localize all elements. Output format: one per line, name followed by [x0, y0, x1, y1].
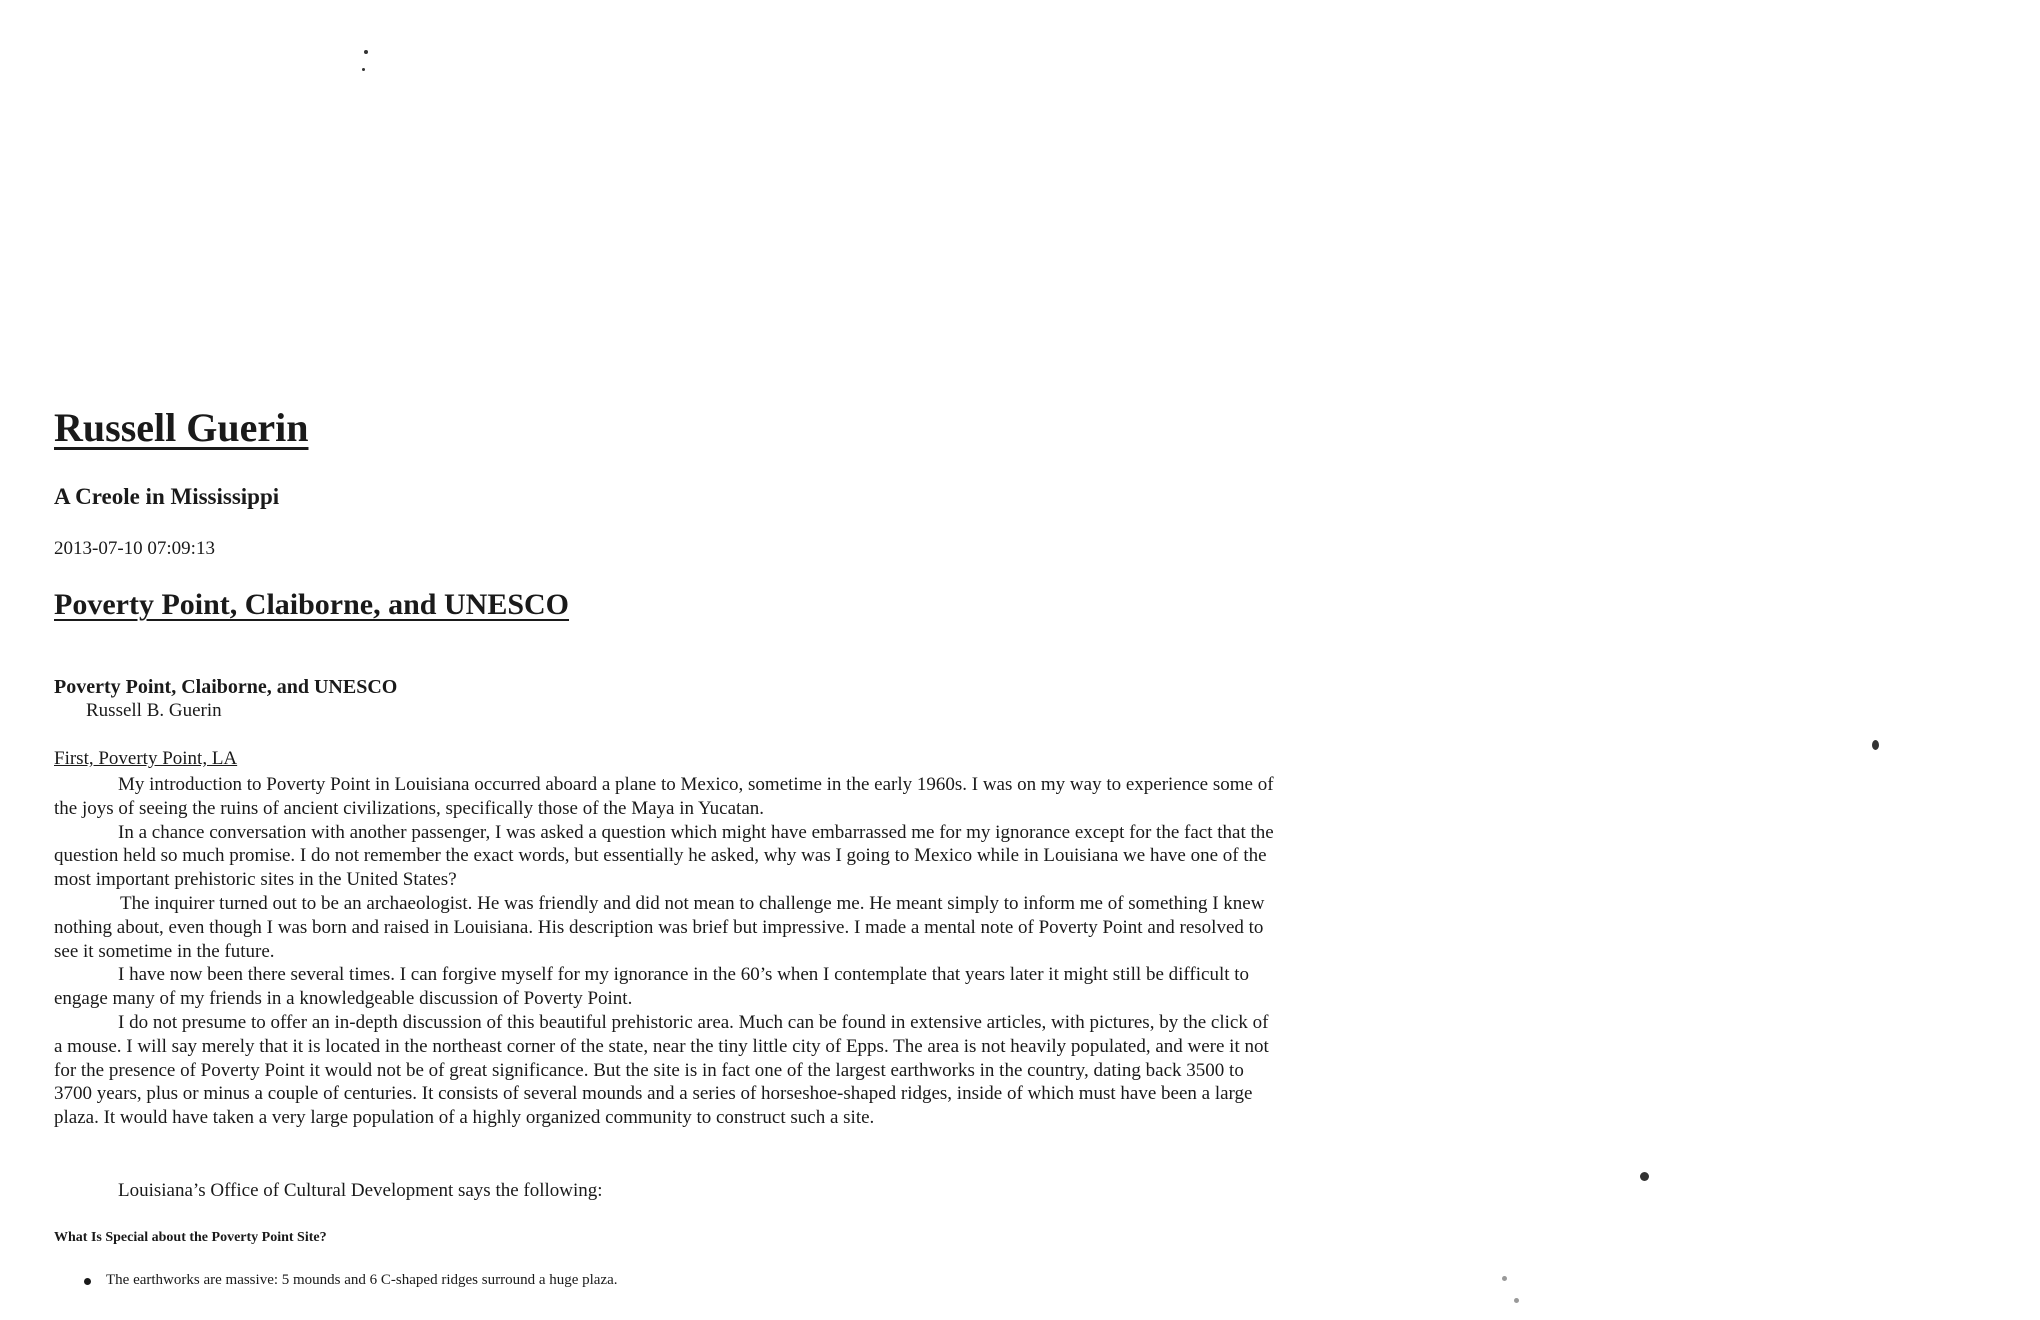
- section-label: First, Poverty Point, LA: [54, 748, 238, 769]
- special-heading: What Is Special about the Poverty Point Site?: [54, 1230, 327, 1245]
- paragraph: I do not presume to offer an in-depth discussion of this beautiful prehistoric area. Much can be found in extensive articles, with pictures, by the click of a mouse. I will say merely that it is located in the northeast corner of the state, near the tiny little city of Epps. The area is not heavily populated, and were it not for the presence of Poverty Point it would not be of great significance. But the site is in fact one of the largest earthworks in the country, dating back 3500 to 3700 years, plus or minus a couple of centuries. It consists of several mounds and a series of horseshoe-shaped ridges, inside of which must have been a large plaza. It would have taken a very large population of a highly organized community to construct such a site.: [54, 1011, 1269, 1129]
- bullet-list: [54, 1272, 618, 1289]
- scan-speck: [1872, 740, 1879, 750]
- article-byline: Russell B. Guerin: [86, 700, 222, 721]
- paragraph: The inquirer turned out to be an archaeologist. He was friendly and did not mean to challenge me. He meant simply to inform me of something I knew nothing about, even though I was born and raised in Louisiana. His description was brief but impressive. I made a mental note of Poverty Point and resolved to see it sometime in the future.: [54, 892, 1265, 962]
- post-title-link[interactable]: Poverty Point, Claiborne, and UNESCO: [54, 588, 570, 621]
- bullet-dot-icon: [84, 1278, 91, 1285]
- list-item-text: The earthworks are massive: 5 mounds and 6 C-shaped ridges surround a huge plaza.: [106, 1272, 618, 1288]
- post-timestamp: 2013-07-10 07:09:13: [54, 538, 215, 559]
- author-title[interactable]: Russell Guerin: [54, 405, 309, 450]
- scan-speck: [364, 50, 368, 54]
- quote-intro: Louisiana’s Office of Cultural Development says the following:: [118, 1180, 603, 1201]
- scan-speck: [1514, 1298, 1519, 1303]
- article-heading: Poverty Point, Claiborne, and UNESCO: [54, 676, 398, 698]
- list-item: [54, 1272, 618, 1289]
- scan-speck: [362, 68, 365, 71]
- scan-speck: [1502, 1276, 1507, 1281]
- paragraph: I have now been there several times. I can forgive myself for my ignorance in the 60’s when I contemplate that years later it might still be difficult to engage many of my friends in a knowledgeable discussion of Poverty Point.: [54, 964, 1250, 1010]
- article-body: [54, 773, 1274, 1130]
- scan-speck: [1640, 1172, 1649, 1181]
- paragraph: My introduction to Poverty Point in Louisiana occurred aboard a plane to Mexico, sometime in the early 1960s. I was on my way to experience some of the joys of seeing the ruins of ancient civilizations, specifically those of the Maya in Yucatan.: [54, 774, 1274, 819]
- blog-name: A Creole in Mississippi: [54, 484, 280, 509]
- paragraph: In a chance conversation with another passenger, I was asked a question which might have embarrassed me for my ignorance except for the fact that the question held so much promise. I do not remember the exact words, but essentially he asked, why was I going to Mexico while in Louisiana we have one of the most important prehistoric sites in the United States?: [54, 821, 1274, 891]
